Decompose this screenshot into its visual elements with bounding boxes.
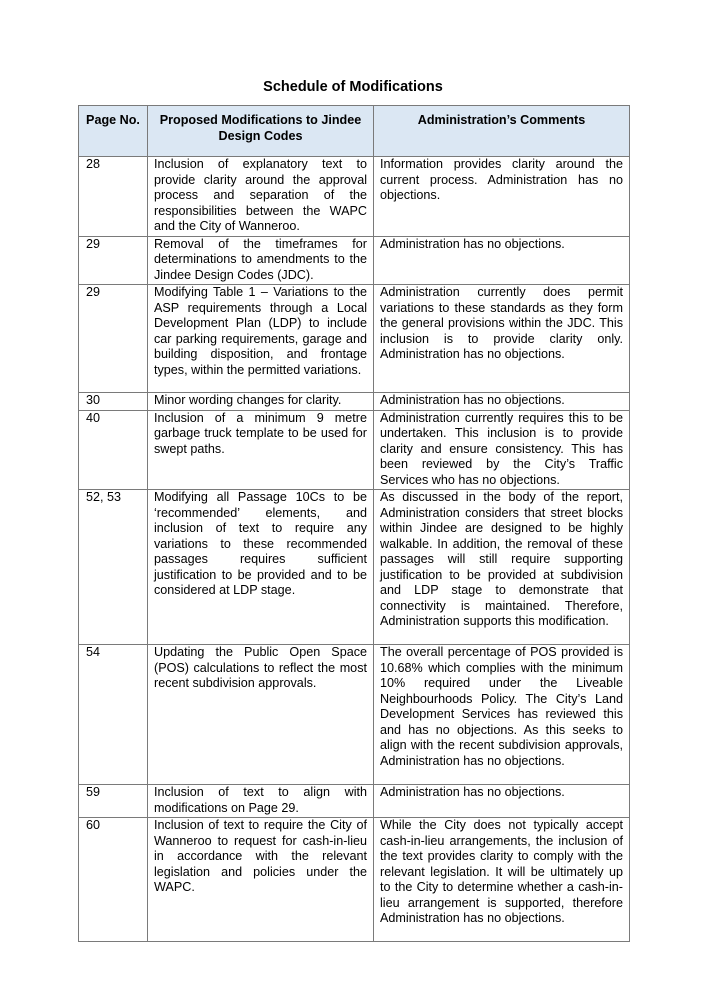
- table-row: [79, 818, 630, 942]
- table-row: [79, 410, 630, 490]
- header-proposed-modifications: Proposed Modifications to Jindee Design Codes: [148, 106, 374, 157]
- cell-page-no: 30: [79, 393, 148, 411]
- page-title: Schedule of Modifications: [263, 79, 443, 95]
- table-header-row: [79, 106, 630, 157]
- table-row: [79, 490, 630, 645]
- cell-page-no: 60: [79, 818, 148, 942]
- cell-comment: The overall percentage of POS provided is 10.68% which complies with the minimum 10% required under the Liveable Neighbourhoods Policy. The City’s Land Development Services has reviewed this and has no objections. As this seeks to align with the recent subdivision approvals, Administration has no objections.: [374, 645, 630, 785]
- cell-modification: Inclusion of explanatory text to provide clarity around the approval process and separation of the responsibilities between the WAPC and the City of Wanneroo.: [148, 157, 374, 237]
- cell-page-no: 29: [79, 236, 148, 285]
- cell-comment: Administration currently requires this to be undertaken. This inclusion is to provide clarity and ensure consistency. This has been reviewed by the City’s Traffic Services who has no objections.: [374, 410, 630, 490]
- cell-comment: Information provides clarity around the current process. Administration has no objections.: [374, 157, 630, 237]
- cell-modification: Minor wording changes for clarity.: [148, 393, 374, 411]
- table-row: [79, 393, 630, 411]
- table-row: [79, 285, 630, 393]
- cell-modification: Inclusion of text to require the City of Wanneroo to request for cash-in-lieu in accordance with the relevant legislation and policies under the WAPC.: [148, 818, 374, 942]
- cell-page-no: 29: [79, 285, 148, 393]
- cell-page-no: 52, 53: [79, 490, 148, 645]
- cell-modification: Inclusion of text to align with modifications on Page 29.: [148, 785, 374, 818]
- cell-comment: Administration currently does permit variations to these standards as they form the general provisions within the JDC. This inclusion is to provide clarity only. Administration has no objections.: [374, 285, 630, 393]
- cell-modification: Removal of the timeframes for determinations to amendments to the Jindee Design Codes (JDC).: [148, 236, 374, 285]
- cell-comment: As discussed in the body of the report, Administration considers that street blocks within Jindee are designed to be highly walkable. In addition, the removal of these passages will still require supporting justification to be provided at subdivision and LDP stage to demonstrate that connectivity is maintained. Therefore, Administration supports this modification.: [374, 490, 630, 645]
- cell-modification: Modifying Table 1 – Variations to the ASP requirements through a Local Development Plan (LDP) to include car parking requirements, garage and building disposition, and frontage types, within the permitted variations.: [148, 285, 374, 393]
- cell-comment: Administration has no objections.: [374, 785, 630, 818]
- cell-comment: While the City does not typically accept cash-in-lieu arrangements, the inclusion of the text provides clarity to comply with the relevant legislation. It will be ultimately up to the City to determine whether a cash-in-lieu arrangement is supported, therefore Administration has no objections.: [374, 818, 630, 942]
- cell-page-no: 28: [79, 157, 148, 237]
- table-row: [79, 645, 630, 785]
- table-row: [79, 236, 630, 285]
- schedule-table: [78, 105, 630, 942]
- cell-page-no: 54: [79, 645, 148, 785]
- cell-page-no: 40: [79, 410, 148, 490]
- cell-page-no: 59: [79, 785, 148, 818]
- table-row: [79, 157, 630, 237]
- cell-comment: Administration has no objections.: [374, 393, 630, 411]
- header-administration-comments: Administration’s Comments: [374, 106, 630, 157]
- table-row: [79, 785, 630, 818]
- cell-modification: Inclusion of a minimum 9 metre garbage truck template to be used for swept paths.: [148, 410, 374, 490]
- header-page-no: Page No.: [79, 106, 148, 157]
- cell-modification: Updating the Public Open Space (POS) calculations to reflect the most recent subdivision approvals.: [148, 645, 374, 785]
- cell-comment: Administration has no objections.: [374, 236, 630, 285]
- cell-modification: Modifying all Passage 10Cs to be ‘recommended’ elements, and inclusion of text to require any variations to these recommended passages requires sufficient justification to be provided and to be considered at LDP stage.: [148, 490, 374, 645]
